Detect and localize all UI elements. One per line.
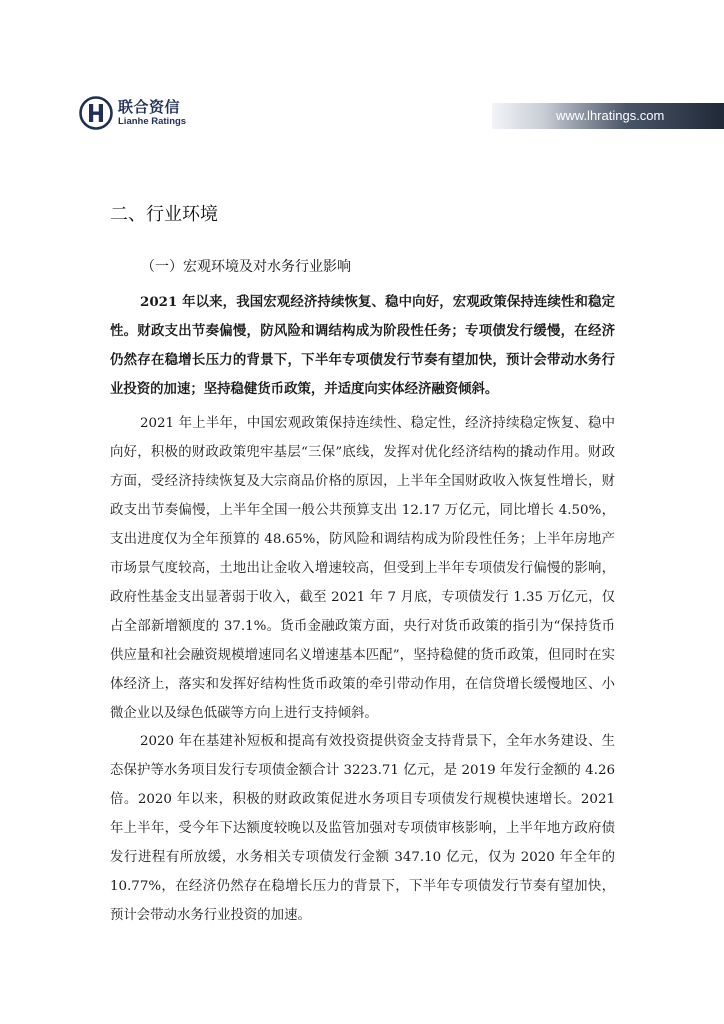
page-header bbox=[0, 0, 724, 150]
logo-english-name: Lianhe Ratings bbox=[118, 115, 187, 127]
section-title: 二、行业环境 bbox=[110, 204, 218, 225]
company-logo bbox=[79, 96, 186, 130]
website-url[interactable]: www.lhratings.com bbox=[556, 108, 665, 123]
lianhe-logo-icon bbox=[79, 96, 113, 130]
summary-paragraph: 2021 年以来，我国宏观经济持续恢复、稳中向好，宏观政策保持连续性和稳定性。财政支出节奏偏慢，防风险和调结构成为阶段性任务；专项债发行缓慢，在经济仍然存在稳增长压力的背景下，下半年专项债发行节奏有望加快，预计会带动水务行业投资的加速；坚持稳健货币政策，并适度向实体经济融资倾斜。 bbox=[110, 294, 615, 397]
body-paragraph-2: 2020 年在基建补短板和提高有效投资提供资金支持背景下，全年水务建设、生态保护等水务项目发行专项债金额合计 3223.71 亿元，是 2019 年发行金额的 4.26 倍。2020 年以来，积极的财政政策促进水务项目专项债发行规模快速增长。2021 年上半年，受今年下达额度较晚以及监管加强对专项债审核影响，上半年地方政府债发行进程有所放缓，水务相关专项债发行金额 347.10 亿元，仅为 2020 年全年的 10.77%，在经济仍然存在稳增长压力的背景下，下半年专项债发行节奏有望加快，预计会带动水务行业投资的加速。 bbox=[110, 734, 615, 923]
logo-text bbox=[118, 97, 187, 127]
subsection-title: （一）宏观环境及对水务行业影响 bbox=[141, 259, 351, 275]
logo-chinese-name: 联合资信 bbox=[118, 97, 181, 116]
body-paragraph-1: 2021 年上半年，中国宏观政策保持连续性、稳定性，经济持续稳定恢复、稳中向好，积极的财政政策兜牢基层“三保”底线，发挥对优化经济结构的撬动作用。财政方面，受经济持续恢复及大宗商品价格的原因，上半年全国财政收入恢复性增长，财政支出节奏偏慢，上半年全国一般公共预算支出 12.17 万亿元，同比增长 4.50%，支出进度仅为全年预算的 48.65%，防风险和调结构成为阶段性任务；上半年房地产市场景气度较高，土地出让金收入增速较高，但受到上半年专项债发行偏慢的影响，政府性基金支出显著弱于收入，截至 2021 年 7 月底，专项债发行 1.35 万亿元，仅占全部新增额度的 37.1%。货币金融政策方面，央行对货币政策的指引为“保持货币供应量和社会融资规模增速同名义增速基本匹配”，坚持稳健的货币政策，但同时在实体经济上，落实和发挥好结构性货币政策的牵引带动作用，在信贷增长缓慢地区、小微企业以及绿色低碳等方向上进行支持倾斜。 bbox=[110, 416, 615, 721]
